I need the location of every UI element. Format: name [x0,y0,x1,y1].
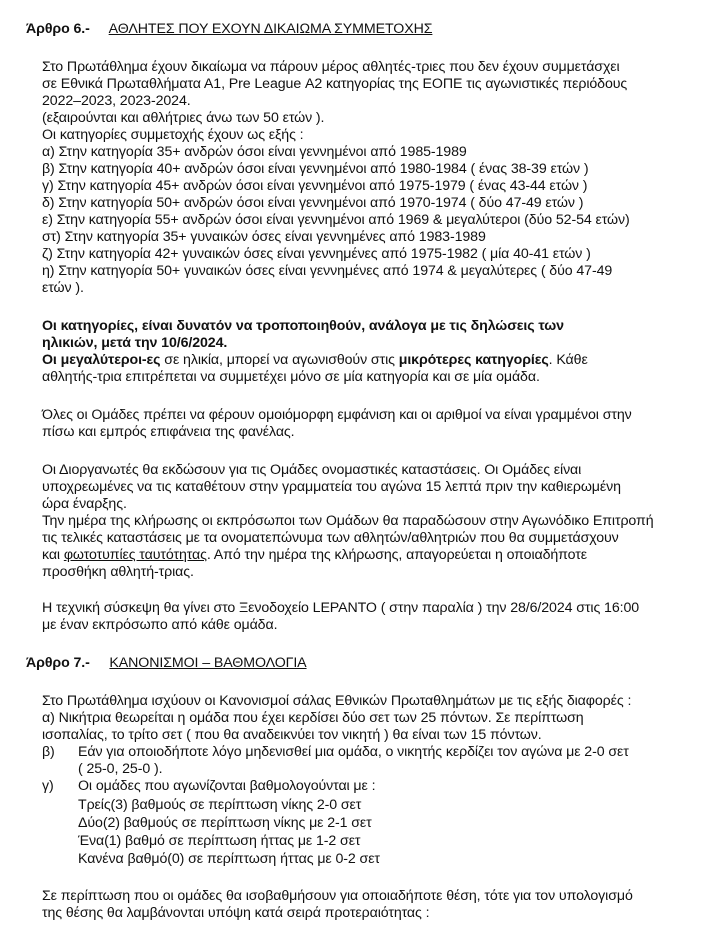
rule-c-marker: γ) [42,778,54,794]
category-item: β) Στην κατηγορία 40+ ανδρών όσοι είναι γεννημένοι από 1980-1984 ( ένας 38-39 ετών ) [42,161,589,177]
photocopy-end: . Από την ημέρα της κλήρωσης, απαγορεύεται η οποιαδήποτε [206,547,587,563]
article-7-intro: Στο Πρωτάθλημα ισχύουν οι Κανονισμοί σάλας Εθνικών Πρωταθλημάτων με τις εξής διαφορές : [42,693,632,709]
categories-notice: ηλικιών, μετά την 10/6/2024. [42,335,228,351]
technical-meeting: με έναν εκπρόσωπο από κάθε ομάδα. [42,617,278,633]
article-6-title: ΑΘΛΗΤΕΣ ΠΟΥ ΕΧΟΥΝ ΔΙΚΑΙΩΜΑ ΣΥΜΜΕΤΟΧΗΣ [108,21,433,37]
older-end-text: . Κάθε [548,352,588,368]
article-7-heading [26,655,307,672]
category-item: ζ) Στην κατηγορία 42+ γυναικών όσες είναι γεννημένες από 1975-1982 ( μία 40-41 ετών ) [42,246,591,262]
category-item: στ) Στην κατηγορία 35+ γυναικών όσες είναι γεννημένες από 1983-1989 [42,229,486,245]
article-7-title: ΚΑΝΟΝΙΣΜΟΙ – ΒΑΘΜΟΛΟΓΙΑ [109,655,307,671]
uniform-rule: Όλες οι Ομάδες πρέπει να φέρουν ομοιόμορφη εμφάνιση και οι αριθμοί να είναι γραμμένοι στην [42,407,632,423]
article-6-intro-line: 2022–2023, 2023-2024. [42,93,191,109]
tiebreak-rule: της θέσης θα λαμβάνονται υπόψη κατά σειρά προτεραιότητας : [42,905,430,921]
addition-rule: προσθήκη αθλητή-τριας. [42,564,194,580]
photocopy-line [42,547,587,564]
photocopy-start: και [42,547,64,563]
points-item: Τρείς(3) βαθμούς σε περίπτωση νίκης 2-0 σετ [78,797,362,813]
category-item: η) Στην κατηγορία 50+ γυναικών όσες είναι γεννημένες από 1974 & μεγαλύτερες ( δύο 47-49 [42,263,613,279]
roster-rule: τις τελικές καταστάσεις με τα ονοματεπώνυμα των αθλητών/αθλητριών που θα συμμετάσχουν [42,530,619,546]
points-item: Κανένα βαθμό(0) σε περίπτωση ήττας με 0-2 σετ [78,851,380,867]
article-6-intro-line: σε Εθνικά Πρωταθλήματα Α1, Pre League Α2 κατηγορίας της ΕΟΠΕ τις αγωνιστικές περιόδους [42,76,628,92]
rule-b: Εάν για οποιοδήποτε λόγο μηδενισθεί μια ομάδα, ο νικητής κερδίζει τον αγώνα με 2-0 σετ [78,744,629,760]
rule-a: ισοπαλίας, το τρίτο σετ ( που θα αναδεικνύει τον νικητή ) θα είναι των 15 πόντων. [42,727,542,743]
category-item: γ) Στην κατηγορία 45+ ανδρών όσοι είναι γεννημένοι από 1975-1979 ( ένας 43-44 ετών ) [42,178,588,194]
rule-b-marker: β) [42,744,55,760]
older-bold-end: μικρότερες κατηγορίες [398,352,549,368]
older-bold-start: Οι μεγαλύτεροι-ες [42,352,161,368]
article-6-intro-line: Στο Πρωτάθλημα έχουν δικαίωμα να πάρουν μέρος αθλητές-τριες που δεν έχουν συμμετάσχει [42,59,620,75]
points-item: Ένα(1) βαθμό σε περίπτωση ήττας με 1-2 σετ [78,833,361,849]
roster-rule: Οι Διοργανωτές θα εκδώσουν για τις Ομάδες ονομαστικές καταστάσεις. Οι Ομάδες είναι [42,462,582,478]
category-item: α) Στην κατηγορία 35+ ανδρών όσοι είναι γεννημένοι από 1985-1989 [42,144,467,160]
rule-b: ( 25-0, 25-0 ). [78,761,163,777]
uniform-rule: πίσω και εμπρός επιφάνεια της φανέλας. [42,424,295,440]
points-item: Δύο(2) βαθμούς σε περίπτωση νίκης με 2-1 σετ [78,815,372,831]
article-6-label: Άρθρο 6.- [26,21,90,37]
roster-rule: ώρα έναρξης. [42,496,127,512]
article-7-label: Άρθρο 7.- [26,655,90,671]
roster-rule: Την ημέρα της κλήρωσης οι εκπρόσωποι των Ομάδων θα παραδώσουν στην Αγωνόδικο Επιτροπή [42,513,654,529]
categories-notice: Οι κατηγορίες, είναι δυνατόν να τροποποιηθούν, ανάλογα με τις δηλώσεις των [42,318,564,334]
roster-rule: υποχρεωμένες να τις καταθέτουν στην γραμματεία του αγώνα 15 λεπτά πριν την καθιερωμένη [42,479,621,495]
single-category-rule: αθλητής-τρια επιτρέπεται να συμμετέχει μόνο σε μία κατηγορία και σε μία ομάδα. [42,369,540,385]
category-item: ε) Στην κατηγορία 55+ ανδρών όσοι είναι γεννημένοι από 1969 & μεγαλύτεροι (δύο 52-54 ετών) [42,212,630,228]
article-6-intro-line: (εξαιρούνται και αθλήτριες άνω των 50 ετών ). [42,110,325,126]
photocopy-underlined: φωτοτυπίες ταυτότητας [63,547,207,563]
older-participants-line [42,352,588,369]
technical-meeting: Η τεχνική σύσκεψη θα γίνει στο Ξενοδοχείο LEPANTO ( στην παραλία ) την 28/6/2024 στις 16:00 [42,600,640,616]
tiebreak-rule: Σε περίπτωση που οι ομάδες θα ισοβαθμήσουν για οποιαδήποτε θέση, τότε για τον υπολογισμό [42,888,633,904]
category-item: δ) Στην κατηγορία 50+ ανδρών όσοι είναι γεννημένοι από 1970-1974 ( δύο 47-49 ετών ) [42,195,584,211]
article-6-heading [26,21,432,38]
older-mid-text: σε ηλικία, μπορεί να αγωνισθούν στις [160,352,399,368]
category-item: ετών ). [42,280,84,296]
rule-c-intro: Οι ομάδες που αγωνίζονται βαθμολογούνται με : [78,778,376,794]
article-6-intro-line: Οι κατηγορίες συμμετοχής έχουν ως εξής : [42,127,304,143]
rule-a: α) Νικήτρια θεωρείται η ομάδα που έχει κερδίσει δύο σετ των 25 πόντων. Σε περίπτωση [42,710,584,726]
